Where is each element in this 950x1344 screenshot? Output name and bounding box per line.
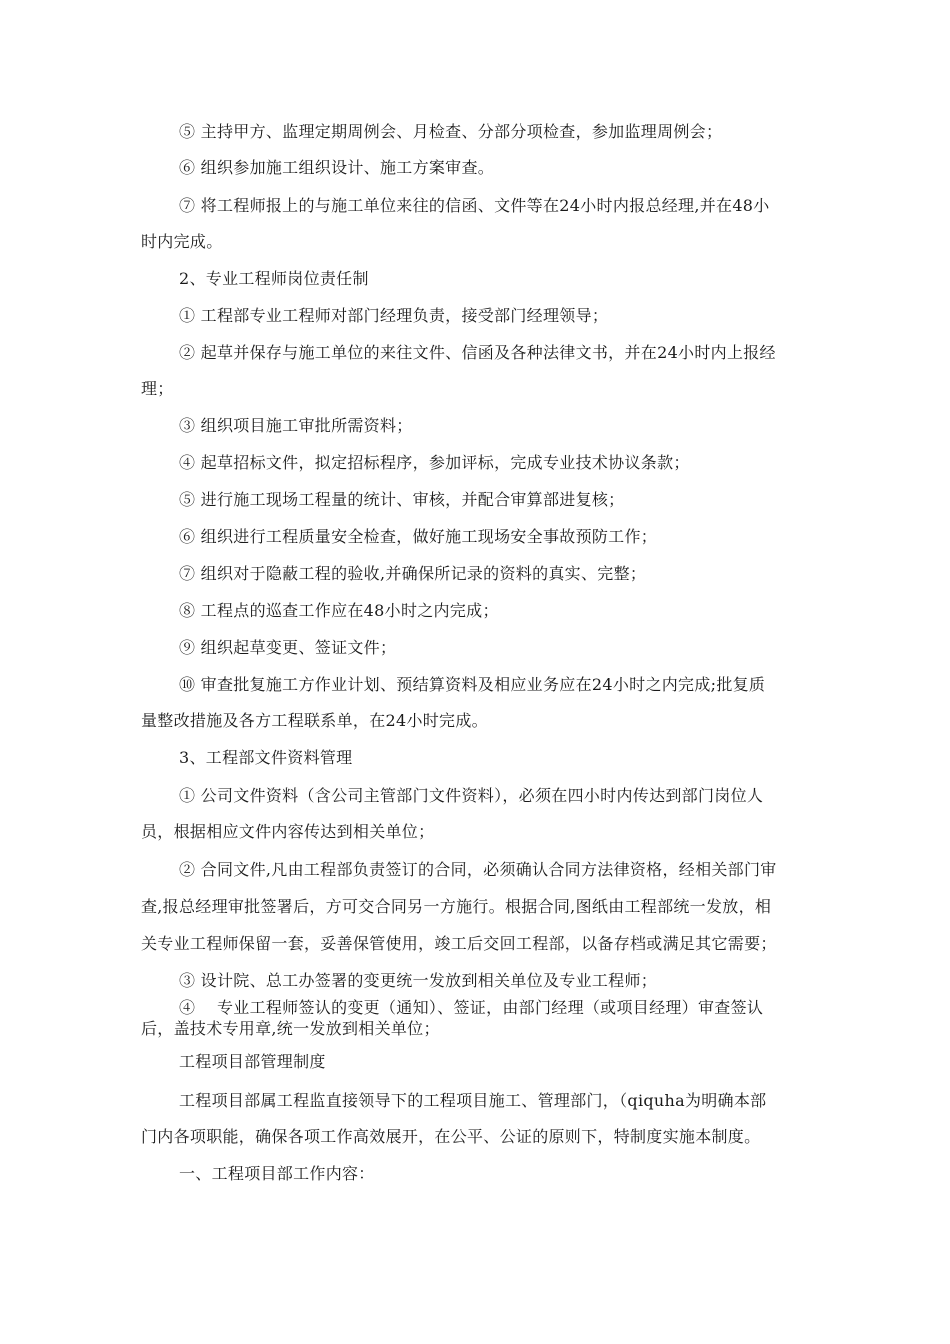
text-line: ⑧ 工程点的巡查工作应在48小时之内完成； <box>179 601 499 620</box>
text-line: ② 起草并保存与施工单位的来往文件、信函及各种法律文书，并在24小时内上报经 <box>179 343 776 362</box>
text-line: 时内完成。 <box>141 232 223 251</box>
section-heading: 3、工程部文件资料管理 <box>179 748 353 767</box>
text-line: 员，根据相应文件内容传达到相关单位； <box>141 822 435 841</box>
text-line: 理； <box>141 379 174 398</box>
text-line: ⑤ 进行施工现场工程量的统计、审核，并配合审算部进复核； <box>179 490 625 509</box>
text-line: 查,报总经理审批签署后，方可交合同另一方施行。根据合同,图纸由工程部统一发放，相 <box>141 897 772 916</box>
text-line: ① 公司文件资料（含公司主管部门文件资料），必须在四小时内传达到部门岗位人 <box>179 786 764 805</box>
text-line: ⑥ 组织进行工程质量安全检查，做好施工现场安全事故预防工作； <box>179 527 658 546</box>
text-line: 关专业工程师保留一套，妥善保管使用，竣工后交回工程部，以备存档或满足其它需要； <box>141 934 777 953</box>
text-line: ① 工程部专业工程师对部门经理负责，接受部门经理领导； <box>179 306 609 325</box>
text-line: ⑤ 主持甲方、监理定期周例会、月检查、分部分项检查，参加监理周例会； <box>179 122 723 141</box>
text-line: ② 合同文件,凡由工程部负责签订的合同，必须确认合同方法律资格，经相关部门审 <box>179 860 777 879</box>
section-heading: 2、专业工程师岗位责任制 <box>179 269 369 288</box>
section-heading: 一、工程项目部工作内容： <box>179 1164 375 1183</box>
text-line: 门内各项职能，确保各项工作高效展开，在公平、公证的原则下，特制度实施本制度。 <box>141 1127 761 1146</box>
text-line: ⑦ 将工程师报上的与施工单位来往的信函、文件等在24小时内报总经理,并在48小 <box>179 196 770 215</box>
text-line: ⑥ 组织参加施工组织设计、施工方案审查。 <box>179 158 495 177</box>
text-line: ⑩ 审查批复施工方作业计划、预结算资料及相应业务应在24小时之内完成;批复质 <box>179 675 766 694</box>
text-line: ③ 组织项目施工审批所需资料； <box>179 416 413 435</box>
text-line: ⑦ 组织对于隐蔽工程的验收,并确保所记录的资料的真实、完整； <box>179 564 647 583</box>
text-line: ④ 起草招标文件，拟定招标程序，参加评标，完成专业技术协议条款； <box>179 453 690 472</box>
text-line: 量整改措施及各方工程联系单，在24小时完成。 <box>141 711 488 730</box>
text-line: ⑨ 组织起草变更、签证文件； <box>179 638 397 657</box>
text-line: ④ 专业工程师签认的变更（通知）、签证，由部门经理（或项目经理）审查签认 <box>179 998 764 1017</box>
text-line: 后，盖技术专用章,统一发放到相关单位； <box>141 1019 440 1038</box>
text-line: 工程项目部属工程监直接领导下的工程项目施工、管理部门，（qiquha为明确本部 <box>179 1091 767 1110</box>
text-line: ③ 设计院、总工办签署的变更统一发放到相关单位及专业工程师； <box>179 971 658 990</box>
section-heading: 工程项目部管理制度 <box>179 1052 326 1071</box>
